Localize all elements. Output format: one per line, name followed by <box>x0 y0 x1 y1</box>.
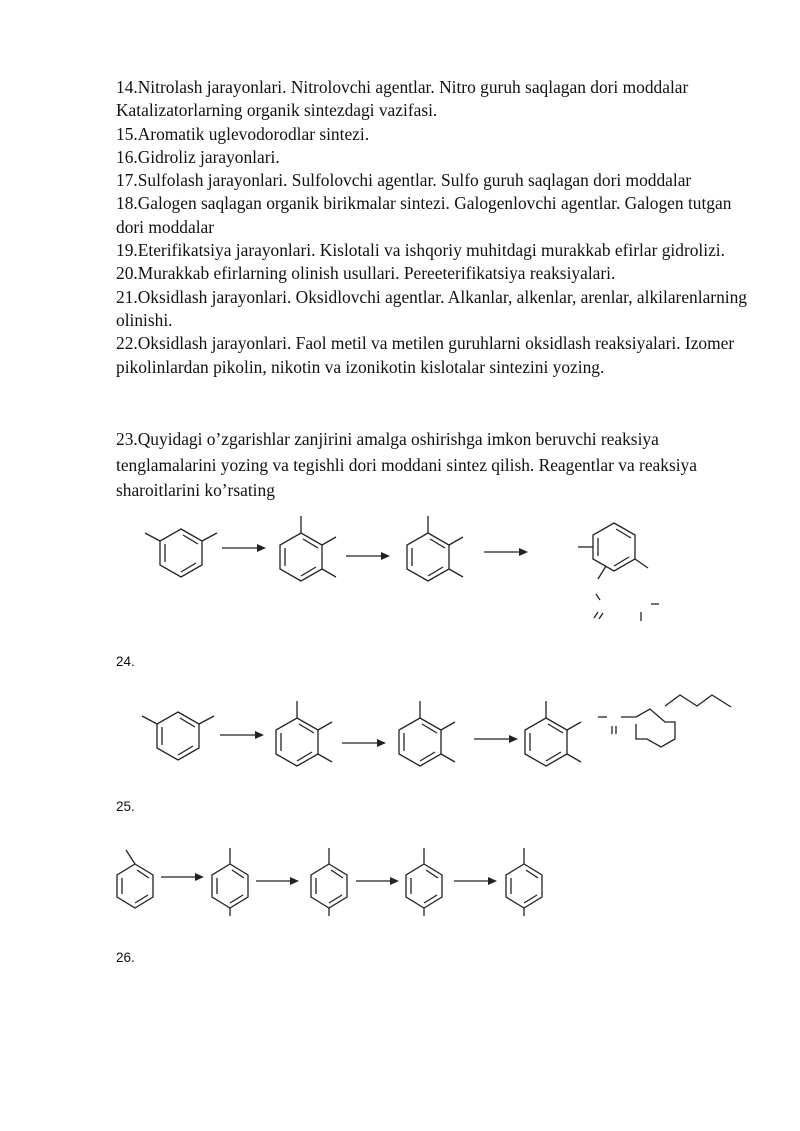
reaction-scheme-25 <box>0 838 800 923</box>
reaction-arrow <box>220 731 264 739</box>
benzene-ring-structure <box>399 701 455 766</box>
reaction-arrow <box>342 739 386 747</box>
item-number-24: 24. <box>116 654 135 669</box>
benzene-ring-structure <box>212 848 248 916</box>
reaction-arrow <box>454 877 497 885</box>
list-item: 19.Eterifikatsiya jarayonlari. Kislotali va ishqoriy muhitdagi murakkab efirlar gidrolizi. <box>116 240 725 261</box>
list-item: 15.Aromatik uglevodorodlar sintezi. <box>116 123 370 144</box>
benzene-ring-structure <box>506 848 542 916</box>
list-item: 16.Gidroliz jarayonlari. <box>116 146 280 167</box>
item-number-26: 26. <box>116 950 135 965</box>
reaction-scheme-24 <box>0 684 800 784</box>
benzene-ring-structure <box>311 848 347 916</box>
benzene-ring-structure <box>407 516 463 581</box>
list-item: 22.Oksidlash jarayonlari. Faol metil va metilen guruhlarni oksidlash reaksiyalari. Izomer pikolinlardan pikolin, nikotin va izonikotin kislotalar sintezini yozing. <box>116 333 735 377</box>
benzene-ring-structure <box>117 850 153 908</box>
benzene-ring-structure <box>525 701 581 766</box>
reaction-arrow <box>484 548 528 556</box>
topic-list <box>116 76 756 379</box>
benzene-ring-structure <box>280 516 336 581</box>
benzene-ring-structure <box>142 712 214 760</box>
benzene-ring-structure <box>578 523 659 621</box>
question-23: 23.Quyidagi o’zgarishlar zanjirini amalga oshirishga imkon beruvchi reaksiya tenglamalarini yozing va tegishli dori moddani sintez qilish. Reagentlar va reaksiya sharoitlarini ko’rsating <box>116 429 697 501</box>
reaction-arrow <box>474 735 518 743</box>
reaction-arrow <box>222 544 266 552</box>
reaction-scheme-23 <box>0 500 800 630</box>
benzene-ring-structure <box>406 848 442 916</box>
list-item: 18.Galogen saqlagan organik birikmalar sintezi. Galogenlovchi agentlar. Galogen tutgan dori moddalar <box>116 193 732 237</box>
reaction-arrow <box>356 877 399 885</box>
reaction-arrow <box>256 877 299 885</box>
molecule-fragment <box>598 695 731 747</box>
list-item: 20.Murakkab efirlarning olinish usullari. Pereeterifikatsiya reaksiyalari. <box>116 263 616 284</box>
item-number-25: 25. <box>116 799 135 814</box>
list-item: 17.Sulfolash jarayonlari. Sulfolovchi agentlar. Sulfo guruh saqlagan dori moddalar <box>116 170 692 191</box>
reaction-arrow <box>161 873 204 881</box>
benzene-ring-structure <box>276 701 332 766</box>
benzene-ring-structure <box>145 529 217 577</box>
list-item: 21.Oksidlash jarayonlari. Oksidlovchi agentlar. Alkanlar, alkenlar, arenlar, alkilarenlarning olinishi. <box>116 286 748 330</box>
reaction-arrow <box>346 552 390 560</box>
list-item: 14.Nitrolash jarayonlari. Nitrolovchi agentlar. Nitro guruh saqlagan dori moddalar Katalizatorlarning organik sintezdagi vazifasi. <box>116 77 689 121</box>
